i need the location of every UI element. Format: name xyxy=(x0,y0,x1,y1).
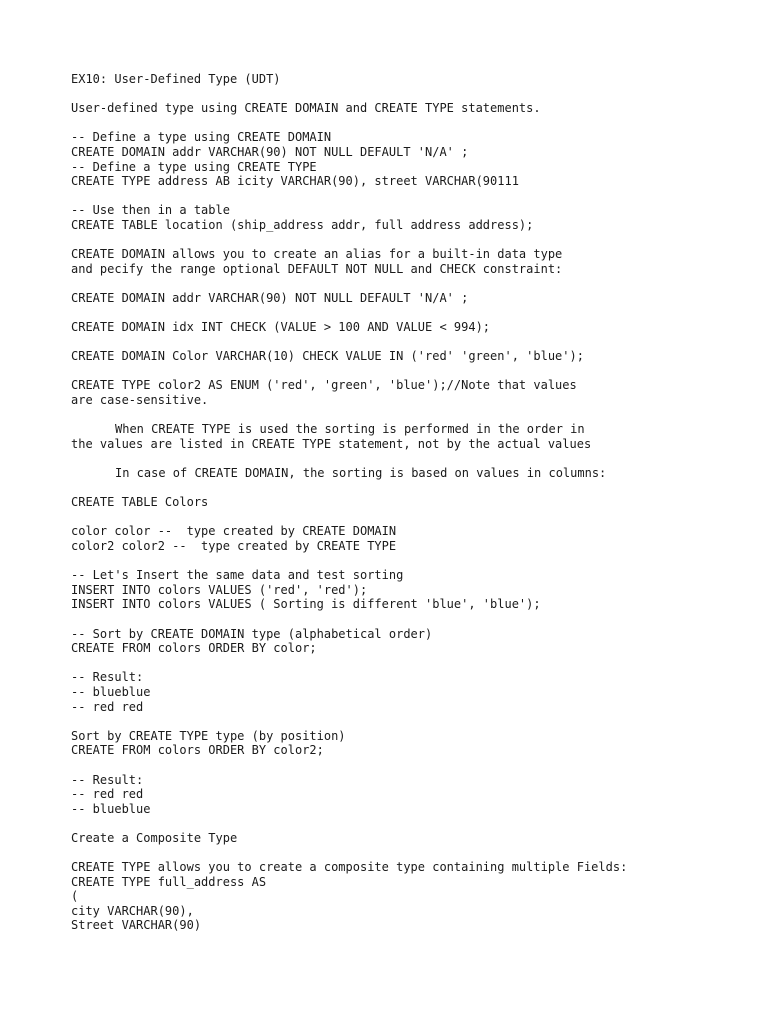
text-line: Sort by CREATE TYPE type (by position) xyxy=(71,728,346,743)
code-line: CREATE FROM colors ORDER BY color2; xyxy=(71,743,324,758)
blank-line xyxy=(71,612,751,627)
code-comment-line: -- Sort by CREATE DOMAIN type (alphabetical order) xyxy=(71,626,433,641)
blank-line xyxy=(71,845,751,860)
blank-line xyxy=(71,714,751,729)
code-comment-line: -- Result: xyxy=(71,772,144,787)
blank-line xyxy=(71,481,751,496)
document-title: EX10: User-Defined Type (UDT) xyxy=(71,72,281,86)
blank-line xyxy=(71,408,751,423)
indented-text-line: In case of CREATE DOMAIN, the sorting is based on values in columns: xyxy=(115,466,607,481)
document-body xyxy=(71,72,751,933)
blank-line xyxy=(71,451,751,466)
blank-line xyxy=(71,656,751,671)
blank-line xyxy=(71,306,751,321)
code-line: CREATE DOMAIN addr VARCHAR(90) NOT NULL DEFAULT 'N/A' ; xyxy=(71,290,469,305)
code-line: Street VARCHAR(90) xyxy=(71,918,202,933)
code-comment-line: -- Let's Insert the same data and test sorting xyxy=(71,568,404,583)
code-line: INSERT INTO colors VALUES ( Sorting is different 'blue', 'blue'); xyxy=(71,597,541,612)
code-line: INSERT INTO colors VALUES ('red', 'red'); xyxy=(71,582,368,597)
code-line: color color -- type created by CREATE DOMAIN xyxy=(71,524,397,539)
code-line: CREATE TYPE address AB icity VARCHAR(90), street VARCHAR(90111 xyxy=(71,174,519,189)
code-comment-line: -- blueblue xyxy=(71,684,151,699)
blank-line xyxy=(71,816,751,831)
blank-line xyxy=(71,189,751,204)
blank-line xyxy=(71,364,751,379)
text-line: CREATE TYPE allows you to create a composite type containing multiple Fields: xyxy=(71,860,628,875)
text-line: User-defined type using CREATE DOMAIN and CREATE TYPE statements. xyxy=(71,101,541,116)
code-line: ( xyxy=(71,889,79,904)
code-comment-line: -- Use then in a table xyxy=(71,203,230,218)
text-line: and pecify the range optional DEFAULT NOT NULL and CHECK constraint: xyxy=(71,261,563,276)
blank-line xyxy=(71,276,751,291)
code-line: city VARCHAR(90), xyxy=(71,903,194,918)
code-comment-line: -- Result: xyxy=(71,670,144,685)
code-line: CREATE FROM colors ORDER BY color; xyxy=(71,641,317,656)
text-line: CREATE DOMAIN allows you to create an alias for a built-in data type xyxy=(71,247,563,262)
code-line: CREATE TYPE full_address AS xyxy=(71,874,267,889)
code-line: CREATE TABLE location (ship_address addr, full address address); xyxy=(71,217,534,232)
blank-line xyxy=(71,87,751,102)
code-comment-line: -- Define a type using CREATE TYPE xyxy=(71,159,317,174)
indented-text-line: When CREATE TYPE is used the sorting is performed in the order in xyxy=(115,422,585,437)
code-comment-line: -- Define a type using CREATE DOMAIN xyxy=(71,130,332,145)
blank-line xyxy=(71,758,751,773)
code-comment-line: -- blueblue xyxy=(71,801,151,816)
code-line: color2 color2 -- type created by CREATE TYPE xyxy=(71,539,397,553)
blank-line xyxy=(71,116,751,131)
blank-line xyxy=(71,335,751,350)
text-line: the values are listed in CREATE TYPE statement, not by the actual values xyxy=(71,436,592,451)
blank-line xyxy=(71,554,751,569)
code-line: CREATE DOMAIN idx INT CHECK (VALUE > 100 AND VALUE < 994); xyxy=(71,320,491,335)
code-comment-line: -- red red xyxy=(71,787,144,802)
code-comment-line: -- red red xyxy=(71,699,144,714)
blank-line xyxy=(71,510,751,525)
blank-line xyxy=(71,233,751,248)
code-line: CREATE DOMAIN Color VARCHAR(10) CHECK VALUE IN ('red' 'green', 'blue'); xyxy=(71,349,584,364)
code-line: CREATE DOMAIN addr VARCHAR(90) NOT NULL DEFAULT 'N/A' ; xyxy=(71,144,469,159)
text-line: are case-sensitive. xyxy=(71,393,209,408)
code-line: CREATE TYPE color2 AS ENUM ('red', 'green', 'blue');//Note that values xyxy=(71,378,577,393)
section-heading: Create a Composite Type xyxy=(71,830,238,845)
code-line: CREATE TABLE Colors xyxy=(71,495,209,510)
